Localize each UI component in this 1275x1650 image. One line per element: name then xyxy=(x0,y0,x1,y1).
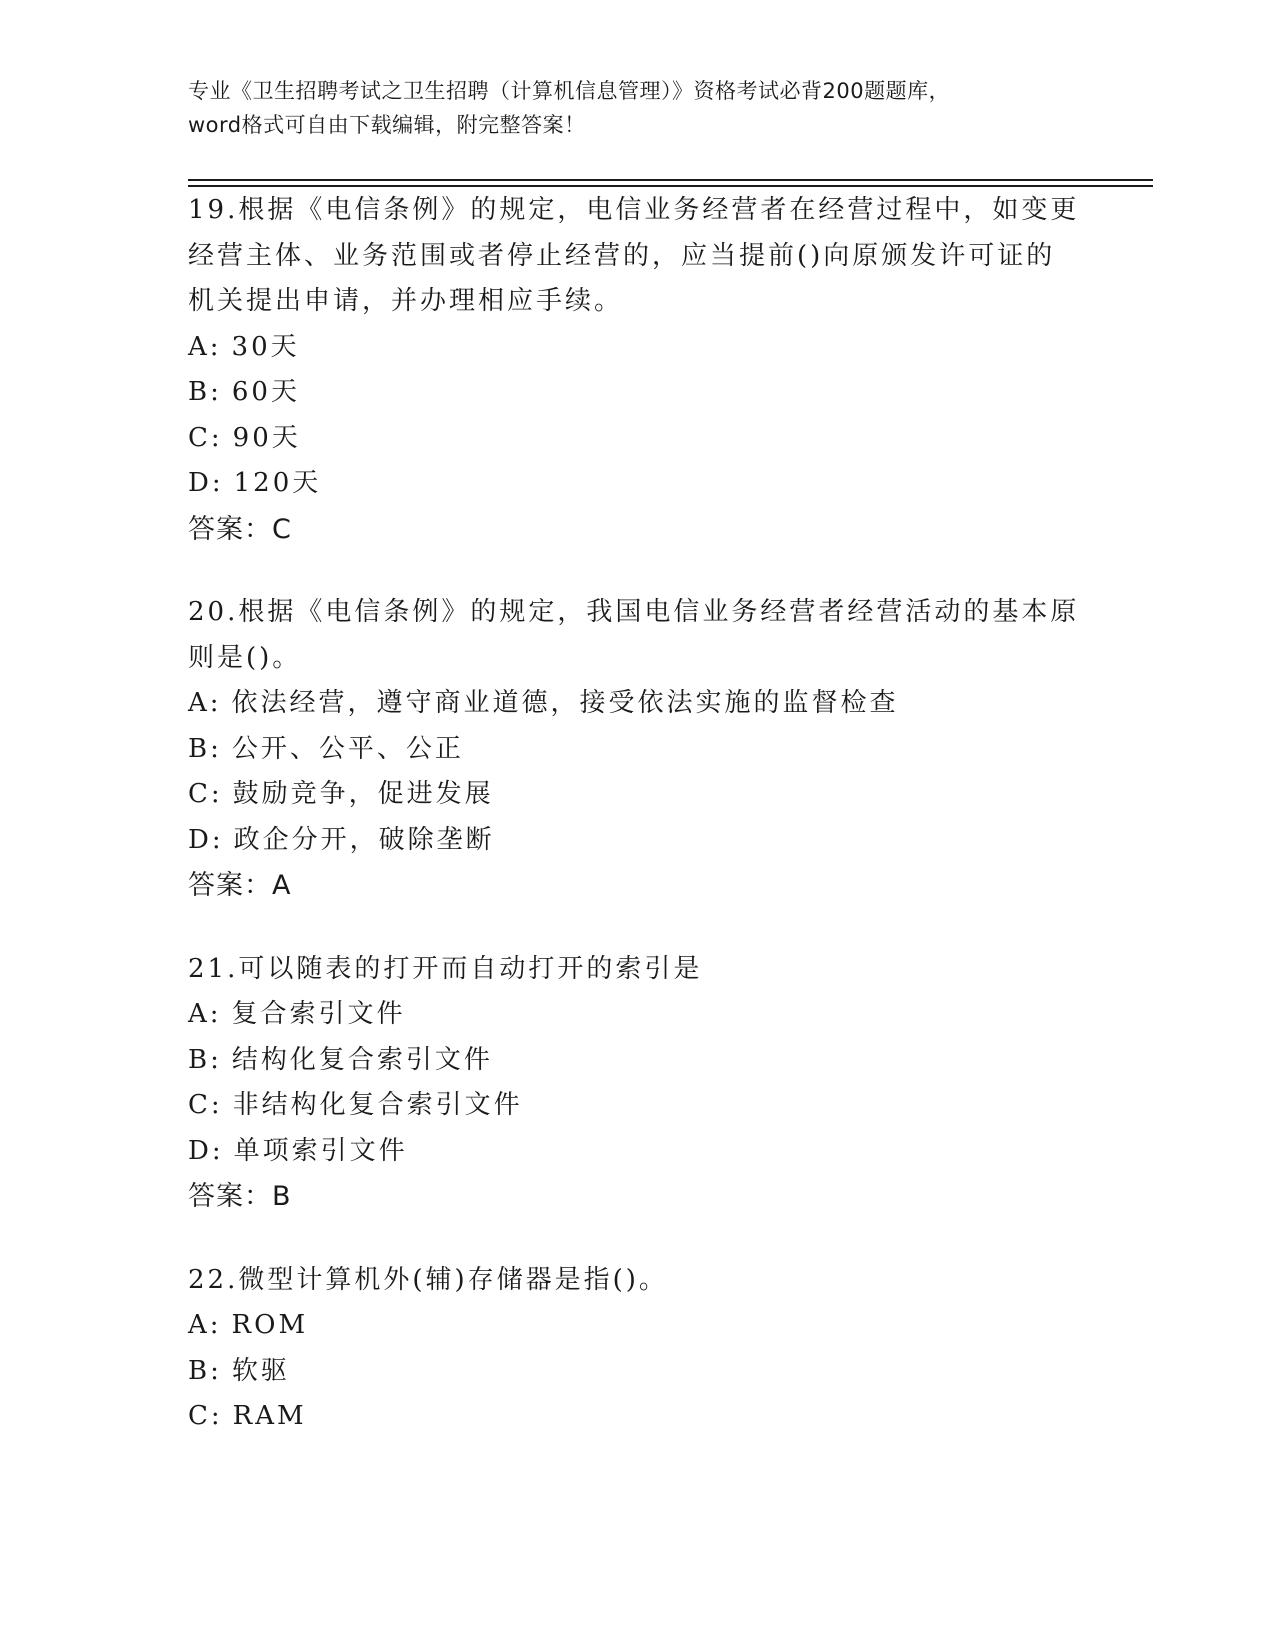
question-stem-line: 21.可以随表的打开而自动打开的索引是 xyxy=(188,953,703,984)
option-letter: B: xyxy=(188,1044,222,1075)
answer-option xyxy=(188,1038,1088,1084)
header-line-1: 专业《卫生招聘考试之卫生招聘（计算机信息管理）》资格考试必背200题题库， xyxy=(188,79,951,103)
question-block xyxy=(188,1258,1088,1440)
option-text: 单项索引文件 xyxy=(233,1135,408,1166)
option-letter: D: xyxy=(188,1135,224,1166)
option-text: 结构化复合索引文件 xyxy=(231,1044,493,1075)
question-block xyxy=(188,188,1088,552)
option-letter: D: xyxy=(188,824,224,855)
option-text: ROM xyxy=(231,1310,309,1340)
question-stem xyxy=(188,590,1088,681)
question-list xyxy=(188,188,1088,1478)
option-text: 90天 xyxy=(232,422,301,453)
answer-option xyxy=(188,1349,1088,1395)
question-stem-line: 20.根据《电信条例》的规定，我国电信业务经营者经营活动的基本原 xyxy=(188,597,1080,627)
document-header xyxy=(188,74,1088,142)
header-divider-top xyxy=(188,179,1153,181)
answer-option xyxy=(188,992,1088,1038)
option-letter: A: xyxy=(188,331,222,362)
option-text: 依法经营，遵守商业道德，接受依法实施的监督检查 xyxy=(231,688,899,718)
question-block xyxy=(188,947,1088,1220)
answer-option xyxy=(188,1303,1088,1349)
option-text: 120天 xyxy=(233,468,322,498)
question-stem-line: 则是()。 xyxy=(188,642,302,673)
question-stem-line: 经营主体、业务范围或者停止经营的，应当提前()向原颁发许可证的 xyxy=(188,240,1056,271)
answer-option xyxy=(188,681,1088,727)
option-text: 非结构化复合索引文件 xyxy=(232,1090,523,1120)
question-block xyxy=(188,590,1088,909)
option-text: RAM xyxy=(232,1401,307,1431)
option-text: 公开、公平、公正 xyxy=(231,733,464,764)
answer-option xyxy=(188,416,1088,462)
answer-option xyxy=(188,1394,1088,1440)
option-letter: A: xyxy=(188,1310,222,1340)
answer-option xyxy=(188,1083,1088,1129)
answer-option xyxy=(188,818,1088,864)
answer-option xyxy=(188,1129,1088,1175)
answer-option xyxy=(188,461,1088,507)
answer-key: 答案：C xyxy=(188,513,292,545)
option-text: 软驱 xyxy=(231,1355,290,1386)
option-letter: B: xyxy=(188,733,222,764)
option-letter: B: xyxy=(188,1355,222,1386)
option-text: 60天 xyxy=(231,377,300,407)
question-stem-line: 19.根据《电信条例》的规定，电信业务经营者在经营过程中，如变更 xyxy=(188,195,1080,225)
option-letter: C: xyxy=(188,1090,223,1120)
option-text: 复合索引文件 xyxy=(231,999,406,1029)
answer-key: 答案：B xyxy=(188,1181,292,1212)
option-text: 鼓励竞争，促进发展 xyxy=(232,779,494,809)
answer-option xyxy=(188,772,1088,818)
question-stem-line: 22.微型计算机外(辅)存储器是指()。 xyxy=(188,1264,668,1295)
header-divider-bottom xyxy=(188,185,1153,187)
question-stem xyxy=(188,188,1088,325)
answer-option xyxy=(188,727,1088,773)
option-text: 政企分开，破除垄断 xyxy=(233,824,495,855)
question-stem xyxy=(188,1258,1088,1304)
header-line-2: word格式可自由下载编辑，附完整答案！ xyxy=(188,113,586,137)
option-letter: D: xyxy=(188,468,224,498)
question-stem-line: 机关提出申请，并办理相应手续。 xyxy=(188,286,624,316)
option-letter: A: xyxy=(188,999,222,1029)
option-letter: B: xyxy=(188,377,222,407)
option-text: 30天 xyxy=(231,331,300,362)
option-letter: C: xyxy=(188,422,223,453)
answer-option xyxy=(188,370,1088,416)
option-letter: C: xyxy=(188,779,223,809)
question-stem xyxy=(188,947,1088,993)
option-letter: A: xyxy=(188,688,222,718)
option-letter: C: xyxy=(188,1401,223,1431)
answer-option xyxy=(188,325,1088,371)
answer-key: 答案：A xyxy=(188,870,292,901)
